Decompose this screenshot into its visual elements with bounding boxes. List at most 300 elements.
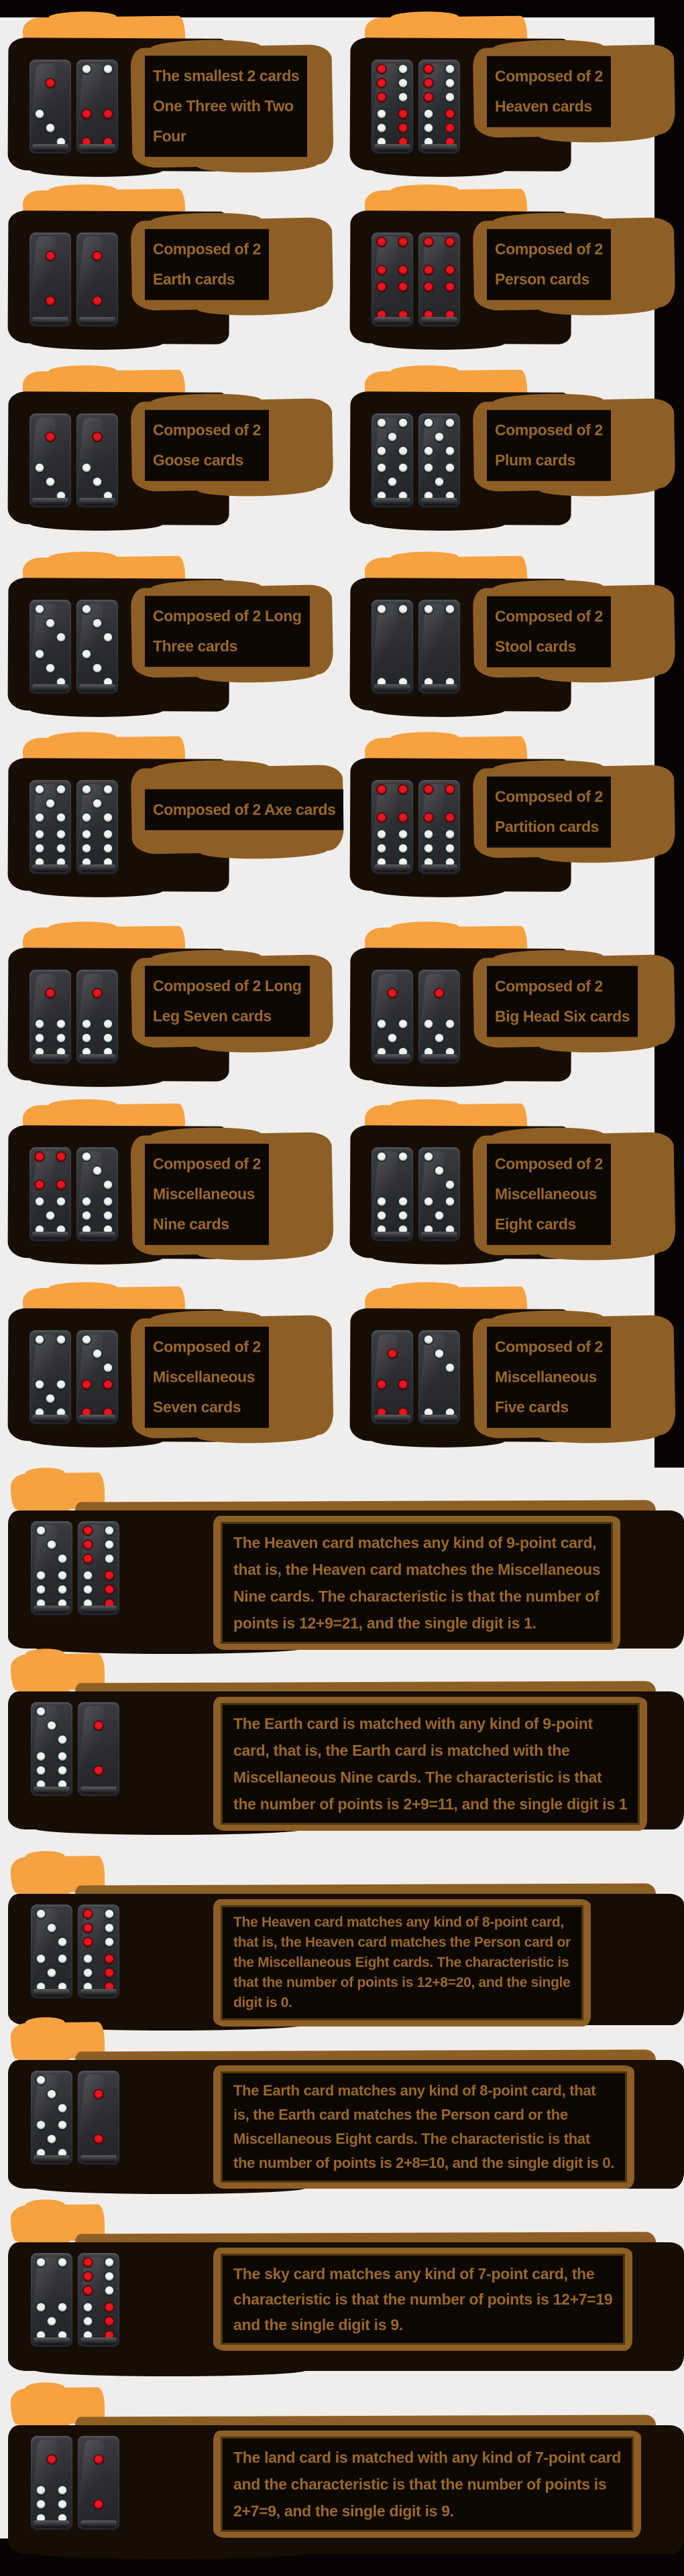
pair-caption-line: Miscellaneous (153, 1368, 255, 1386)
pip (105, 1554, 114, 1563)
pair-caption-line: Plum cards (495, 451, 576, 469)
pip (424, 123, 433, 133)
pip (377, 446, 386, 456)
pip (424, 92, 433, 102)
pip (83, 1526, 93, 1535)
pip (58, 2258, 67, 2267)
pip (398, 418, 408, 428)
pip (47, 2134, 56, 2144)
pip (398, 446, 408, 456)
pip (424, 1335, 433, 1344)
pip (56, 1335, 66, 1344)
tile-bottom-edge (34, 1787, 70, 1794)
tile-bottom-edge (34, 2337, 70, 2345)
pip (105, 1585, 114, 1594)
tile-half (31, 1908, 72, 1948)
domino-tile (30, 1147, 71, 1241)
pip (46, 432, 55, 442)
pip (398, 1380, 408, 1389)
pip (445, 64, 455, 74)
domino-tile (76, 60, 118, 153)
tile-bottom-edge (421, 1232, 457, 1239)
pip (398, 64, 408, 74)
pip (424, 785, 433, 794)
pair-caption-line: Four (153, 127, 186, 145)
pip (46, 988, 55, 998)
pip (377, 785, 386, 794)
pip (377, 92, 386, 102)
pip (35, 844, 44, 853)
pip (424, 813, 433, 822)
pip (377, 463, 386, 472)
pair-caption (487, 229, 611, 300)
tile-half (418, 1018, 460, 1058)
tile-bottom-edge (32, 144, 68, 151)
tile-half (78, 1705, 119, 1746)
pip (82, 649, 91, 659)
tile-half (372, 1334, 413, 1374)
domino-tile (78, 1905, 119, 1998)
pip (398, 265, 408, 275)
pair-caption-line: The smallest 2 cards (153, 67, 300, 85)
pip (47, 1721, 56, 1730)
domino-tile (30, 970, 71, 1064)
tile-half (30, 281, 71, 321)
pip (435, 1349, 444, 1358)
tile-bottom-edge (374, 684, 410, 692)
tile-bottom-edge (421, 144, 457, 151)
pair-caption-line: One Three with Two (153, 97, 294, 115)
pair-caption-line: Composed of 2 (495, 787, 603, 806)
tile-half (372, 63, 413, 103)
tile-half (30, 828, 71, 868)
domino-tiles (372, 1147, 460, 1241)
pip (46, 1394, 55, 1403)
pip (47, 1968, 56, 1978)
pip (445, 446, 455, 456)
tile-half (30, 1378, 71, 1419)
pair-caption-line: Composed of 2 Long (153, 607, 302, 625)
pip (105, 2258, 114, 2267)
pip (35, 813, 44, 822)
pair-item-partition-pair (342, 737, 684, 910)
domino-tile (76, 600, 118, 694)
caption-blob (131, 217, 334, 311)
caption-blob (130, 1132, 333, 1256)
pip (103, 1380, 113, 1389)
pip (82, 1197, 91, 1206)
pip (35, 463, 44, 472)
pip (36, 1571, 46, 1580)
pip (388, 988, 397, 998)
tile-half (372, 783, 413, 824)
pip (398, 282, 408, 292)
domino-tile (31, 2253, 72, 2347)
pair-caption-line: Composed of 2 Axe cards (152, 800, 336, 818)
pair-caption-line: Composed of 2 (495, 1338, 603, 1356)
caption-blob (131, 954, 334, 1048)
domino-tile (31, 1702, 72, 1796)
pair-caption-line: Miscellaneous (153, 1185, 255, 1203)
pip (46, 799, 55, 808)
domino-tile (372, 600, 413, 694)
pip (103, 109, 113, 119)
pair-caption-line: Three cards (153, 637, 238, 655)
pair-item-miscellaneous-five-pair (342, 1287, 684, 1460)
pip (424, 1197, 433, 1206)
tile-half (418, 462, 460, 502)
pip (36, 1766, 46, 1775)
match-description-line: and the characteristic is that the number of points is (233, 2475, 607, 2493)
pair-caption (145, 56, 307, 157)
tile-half (31, 2439, 72, 2480)
match-description-line: The Earth card matches any kind of 8-point card, that (233, 2082, 596, 2099)
pip (58, 1571, 67, 1580)
tile-half (78, 1953, 119, 1993)
pair-caption (145, 1327, 269, 1428)
pip (424, 830, 433, 839)
tile-bottom-edge (34, 1989, 70, 1996)
domino-tile (372, 1147, 413, 1241)
tile-half (418, 648, 460, 688)
match-description-line: digit is 0. (233, 1995, 292, 2010)
pip (56, 1197, 66, 1206)
tile-bottom-edge (32, 317, 68, 324)
pip (82, 1019, 91, 1029)
match-description-line: the Miscellaneous Eight cards. The characteristic is (233, 1955, 569, 1970)
tile-bottom-edge (32, 864, 68, 872)
pip (445, 604, 455, 614)
match-description-line: the number of points is 2+9=11, and the single digit is 1 (233, 1795, 628, 1813)
pip (58, 1766, 67, 1775)
pip (105, 1937, 114, 1947)
caption-blob (473, 217, 676, 311)
pair-item-plum-pair (342, 371, 684, 543)
tile-half (31, 1525, 72, 1565)
pip (94, 2455, 103, 2464)
pair-caption-line: Composed of 2 (153, 421, 261, 439)
pair-caption (487, 56, 611, 127)
pair-caption (145, 789, 343, 830)
tile-half (78, 2484, 119, 2524)
match-description-line: Miscellaneous Nine cards. The characteristic is that (233, 1768, 602, 1786)
pip (56, 1152, 66, 1161)
pip (47, 2089, 56, 2099)
tile-bottom-edge (79, 144, 115, 151)
domino-tile (31, 2071, 72, 2165)
pip (35, 1197, 44, 1206)
domino-tile (78, 2071, 119, 2165)
pip (105, 1909, 114, 1919)
domino-tile (372, 1330, 413, 1424)
pip (58, 1937, 67, 1947)
pip (377, 265, 386, 275)
domino-tile (78, 1702, 119, 1796)
pip (445, 1180, 455, 1189)
match-description-line: the number of points is 2+8=10, and the single digit is 0. (233, 2154, 615, 2171)
pip (445, 785, 455, 794)
tile-half (372, 1018, 413, 1058)
pair-caption-line: Big Head Six cards (495, 1007, 630, 1025)
tile-bottom-edge (80, 1989, 117, 1996)
pip (424, 463, 433, 472)
pair-caption-line: Earth cards (153, 270, 235, 288)
tile-half (372, 281, 413, 321)
pair-caption-line: Composed of 2 (153, 1338, 261, 1356)
tile-bottom-edge (32, 498, 68, 505)
tile-half (76, 462, 118, 502)
pip (424, 282, 433, 292)
domino-tiles (31, 1905, 119, 1998)
pip (424, 237, 433, 247)
tile-half (76, 236, 118, 276)
pip (83, 2272, 93, 2281)
pip (398, 237, 408, 247)
caption-blob (131, 398, 334, 492)
caption-blob (473, 44, 676, 138)
pip (398, 92, 408, 102)
pip (377, 844, 386, 853)
pip (103, 813, 113, 822)
tile-half (372, 648, 413, 688)
pip (398, 463, 408, 472)
pip (58, 1735, 67, 1744)
pip (103, 1180, 113, 1189)
pip (93, 251, 102, 261)
tile-bottom-edge (79, 684, 115, 692)
tile-bottom-edge (34, 2520, 70, 2528)
domino-tile (418, 1147, 460, 1241)
match-description (221, 1703, 640, 1825)
pair-caption-line: Heaven cards (495, 97, 592, 115)
pip (82, 1380, 91, 1389)
pair-caption (487, 966, 638, 1037)
domino-tile (76, 1330, 118, 1424)
pip (103, 633, 113, 642)
pip (105, 2317, 114, 2326)
pip (58, 2120, 67, 2130)
pip (377, 64, 386, 74)
pip (93, 1349, 102, 1358)
pip (377, 1211, 386, 1220)
pair-caption (145, 410, 269, 481)
pair-item-miscellaneous-eight-pair (342, 1104, 684, 1277)
domino-tiles (31, 1521, 119, 1615)
pair-item-long-three-pair (0, 557, 342, 730)
domino-tiles (30, 60, 118, 153)
tile-bottom-edge (80, 2520, 117, 2528)
tile-bottom-edge (32, 684, 68, 692)
pip (58, 2500, 67, 2509)
tile-bottom-edge (80, 1787, 117, 1794)
tile-bottom-edge (79, 498, 115, 505)
pair-caption (145, 596, 310, 667)
match-description (221, 1905, 583, 2020)
pip (83, 2258, 93, 2267)
pair-item-stool-pair (342, 557, 684, 730)
match-description (221, 1522, 613, 1644)
pip (424, 604, 433, 614)
pip (398, 785, 408, 794)
tile-half (372, 973, 413, 1013)
pip (388, 432, 397, 442)
pip (94, 1721, 103, 1730)
tile-half (30, 1334, 71, 1374)
pip (36, 1585, 46, 1594)
pip (398, 1197, 408, 1206)
pip (103, 64, 113, 74)
pip (93, 432, 102, 442)
domino-tile (372, 233, 413, 326)
pip (83, 1923, 93, 1933)
pip (46, 619, 55, 628)
tile-half (372, 236, 413, 276)
pair-caption-line: Leg Seven cards (153, 1007, 272, 1025)
pip (82, 785, 91, 794)
tile-half (78, 2074, 119, 2114)
tile-half (418, 236, 460, 276)
pip (103, 1033, 113, 1043)
pip (377, 1152, 386, 1161)
tile-half (30, 236, 71, 276)
pip (82, 813, 91, 822)
domino-tile (31, 2436, 72, 2530)
tile-half (31, 1705, 72, 1746)
pip (435, 432, 444, 442)
tile-half (30, 783, 71, 824)
pip (105, 2303, 114, 2312)
pip (93, 1166, 102, 1175)
tile-bottom-edge (374, 864, 410, 872)
tile-half (418, 973, 460, 1013)
tile-bottom-edge (79, 1232, 115, 1239)
match-description-line: Nine cards. The characteristic is that the number of (233, 1588, 600, 1605)
tile-bottom-edge (374, 1415, 410, 1422)
pip (35, 830, 44, 839)
domino-tiles (30, 780, 118, 874)
pair-caption-line: Goose cards (153, 451, 243, 469)
tile-bottom-edge (79, 317, 115, 324)
pip (103, 1197, 113, 1206)
pair-caption-line: Person cards (495, 270, 589, 288)
pair-item-person-pair (342, 190, 684, 363)
tile-half (372, 1378, 413, 1419)
domino-tiles (30, 970, 118, 1064)
pip (435, 1166, 444, 1175)
tile-half (372, 603, 413, 643)
pip (56, 633, 66, 642)
tile-half (418, 281, 460, 321)
domino-tiles (31, 2253, 119, 2347)
pair-caption-line: Composed of 2 (153, 240, 261, 258)
tile-half (30, 417, 71, 457)
caption-blob (473, 584, 676, 678)
tile-half (76, 648, 118, 688)
pip (388, 477, 397, 487)
pip (35, 785, 44, 794)
pip (83, 1909, 93, 1919)
pair-caption-line: Five cards (495, 1398, 569, 1416)
tile-half (78, 1908, 119, 1948)
tile-bottom-edge (374, 498, 410, 505)
pip (445, 830, 455, 839)
tile-bottom-edge (32, 1232, 68, 1239)
tile-bottom-edge (80, 2337, 117, 2345)
tile-bottom-edge (80, 2155, 117, 2163)
pip (424, 446, 433, 456)
tile-half (76, 1151, 118, 1191)
caption-blob (473, 765, 676, 858)
tile-half (76, 828, 118, 868)
domino-tile (30, 413, 71, 507)
pip (377, 1019, 386, 1029)
pip (398, 78, 408, 88)
tile-half (30, 108, 71, 148)
pip (83, 2317, 93, 2326)
pip (56, 1033, 66, 1043)
domino-tile (76, 413, 118, 507)
domino-tile (76, 970, 118, 1064)
tile-half (418, 1196, 460, 1236)
pip (105, 1968, 114, 1978)
match-description (221, 2254, 625, 2345)
pip (58, 1954, 67, 1963)
pair-caption (487, 777, 611, 848)
caption-blob (473, 954, 676, 1048)
pip (388, 1349, 397, 1358)
pip (445, 813, 455, 822)
pip (82, 109, 91, 119)
pair-caption-line: Miscellaneous (495, 1368, 597, 1386)
pip (94, 2500, 103, 2509)
match-description-line: characteristic is that the number of points is 12+7=19 (233, 2291, 613, 2308)
pip (36, 2500, 46, 2509)
pip (398, 830, 408, 839)
pip (83, 1540, 93, 1549)
pip (35, 1033, 44, 1043)
pair-caption-line: Composed of 2 Long (153, 977, 302, 995)
pip (377, 1380, 386, 1389)
pip (398, 123, 408, 133)
tile-bottom-edge (34, 1606, 70, 1613)
pip (46, 663, 55, 673)
pair-caption-line: Composed of 2 (495, 977, 603, 995)
tile-half (30, 973, 71, 1013)
tile-half (31, 1750, 72, 1791)
tile-half (31, 2256, 72, 2297)
pip (445, 123, 455, 133)
tile-half (31, 2301, 72, 2341)
domino-tiles (30, 233, 118, 326)
tile-half (78, 2119, 119, 2159)
tile-half (418, 1378, 460, 1419)
pip (83, 2303, 93, 2312)
tile-bottom-edge (80, 1606, 117, 1613)
pip (103, 1211, 113, 1220)
pip (82, 64, 91, 74)
domino-tiles (372, 780, 460, 874)
domino-tile (31, 1905, 72, 1998)
tile-bottom-edge (421, 1415, 457, 1422)
tile-half (31, 2119, 72, 2159)
pair-item-miscellaneous-seven-pair (0, 1287, 342, 1460)
pair-caption-line: Eight cards (495, 1215, 576, 1233)
pip (94, 2089, 103, 2099)
pair-item-axe-pair (0, 737, 342, 910)
tile-half (418, 603, 460, 643)
domino-tiles (30, 600, 118, 694)
pip (105, 1954, 114, 1963)
